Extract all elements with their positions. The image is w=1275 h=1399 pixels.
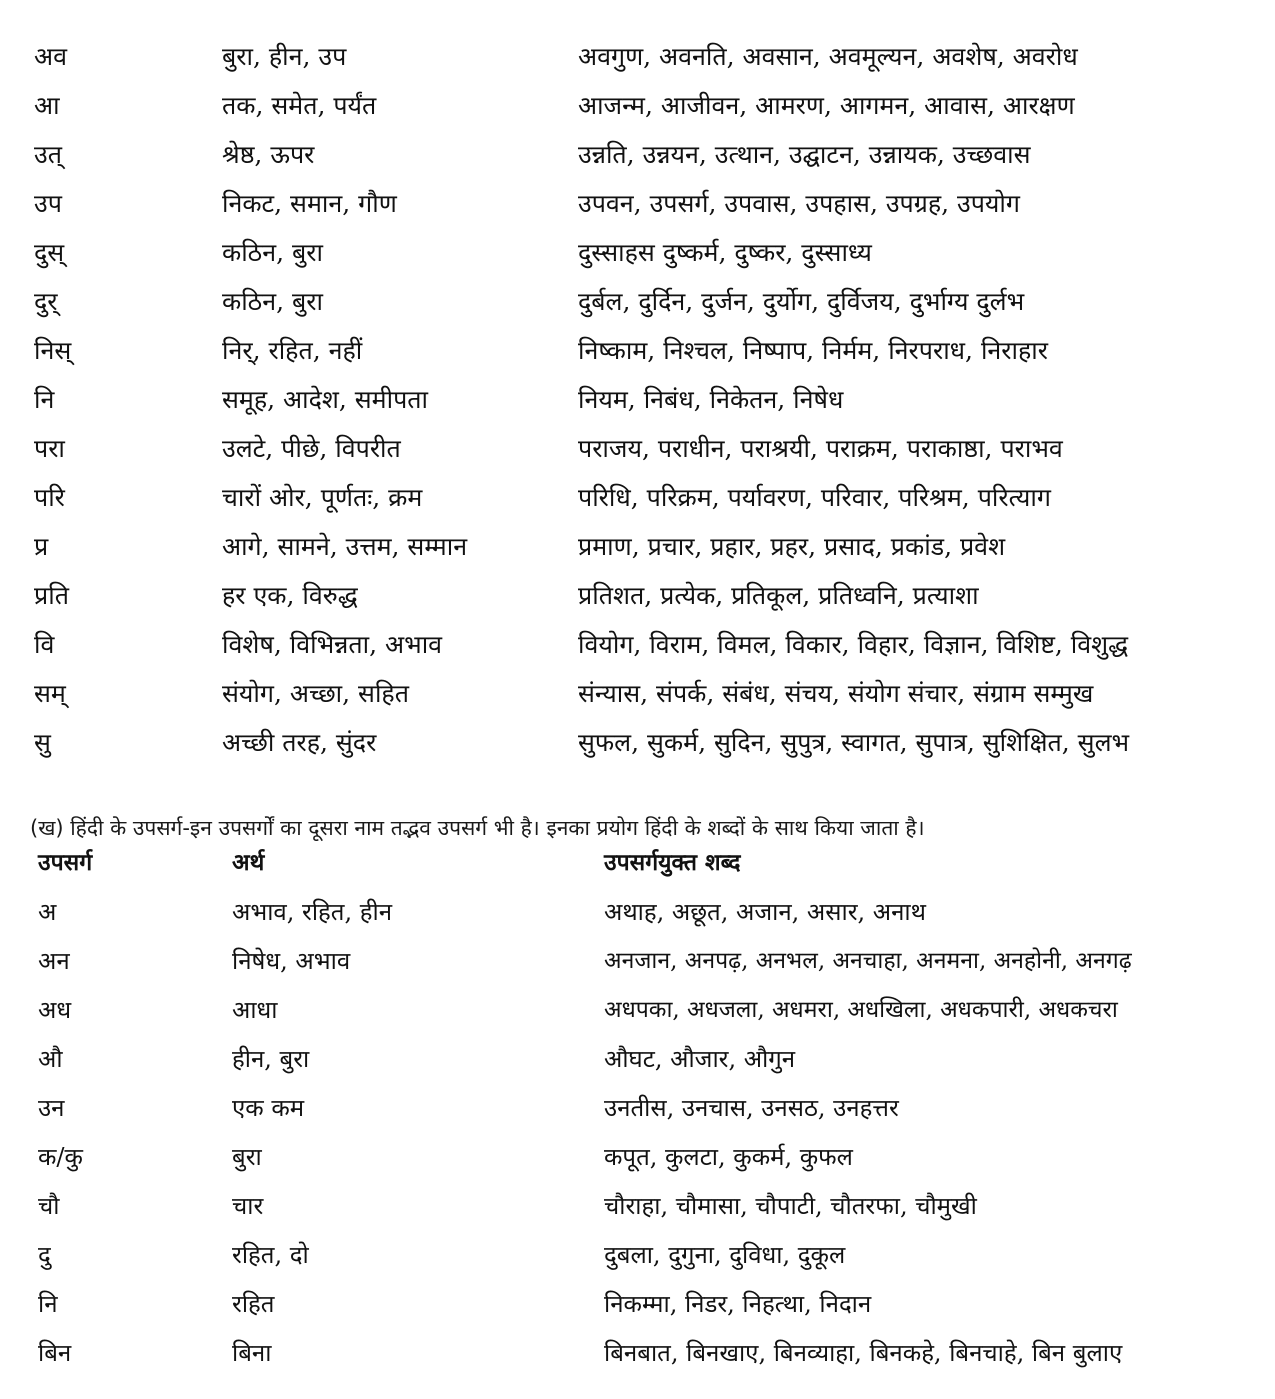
table-row [0, 34, 1275, 80]
table-row [0, 377, 1275, 423]
table-row [0, 1232, 1275, 1278]
words-cell: निकम्मा, निडर, निहत्था, निदान [604, 1290, 872, 1318]
words-cell: नियम, निबंध, निकेतन, निषेध [578, 385, 844, 414]
prefix-cell: क/कु [38, 1143, 83, 1171]
meaning-cell: निषेध, अभाव [232, 947, 351, 975]
meaning-cell: रहित [232, 1290, 275, 1318]
words-cell: दुबला, दुगुना, दुविधा, दुकूल [604, 1241, 846, 1269]
table-row [0, 889, 1275, 935]
prefix-cell: उत् [34, 140, 62, 169]
prefix-cell: सम् [34, 679, 66, 708]
meaning-cell: आधा [232, 996, 278, 1024]
table-row [0, 622, 1275, 668]
words-cell: दुस्साहस दुष्कर्म, दुष्कर, दुस्साध्य [578, 238, 872, 267]
table-row [0, 1183, 1275, 1229]
meaning-cell: एक कम [232, 1094, 305, 1122]
meaning-cell: तक, समेत, पर्यंत [222, 91, 377, 120]
prefix-cell: परा [34, 434, 65, 463]
table-row [0, 938, 1275, 984]
prefix-cell: दुस् [34, 238, 65, 267]
table-header [0, 840, 1275, 886]
words-cell: सुफल, सुकर्म, सुदिन, सुपुत्र, स्वागत, सुपात्र, सुशिक्षित, सुलभ [578, 728, 1130, 757]
prefix-cell: उन [38, 1094, 65, 1122]
prefix-cell: बिन [38, 1339, 72, 1367]
meaning-cell: विशेष, विभिन्नता, अभाव [222, 630, 443, 659]
table-row [0, 1330, 1275, 1376]
words-cell: आजन्म, आजीवन, आमरण, आगमन, आवास, आरक्षण [578, 91, 1075, 120]
prefix-cell: नि [34, 385, 55, 414]
words-cell: निष्काम, निश्चल, निष्पाप, निर्मम, निरपराध, निराहार [578, 336, 1048, 365]
words-header: उपसर्गयुक्त शब्द [604, 849, 741, 876]
table-row [0, 671, 1275, 717]
words-cell: परिधि, परिक्रम, पर्यावरण, परिवार, परिश्रम, परित्याग [578, 483, 1051, 512]
meaning-cell: कठिन, बुरा [222, 287, 323, 316]
words-cell: बिनबात, बिनखाए, बिनव्याहा, बिनकहे, बिनचाहे, बिन बुलाए [604, 1339, 1123, 1367]
prefix-cell: अव [34, 42, 68, 71]
words-cell: उपवन, उपसर्ग, उपवास, उपहास, उपग्रह, उपयोग [578, 189, 1020, 218]
meaning-cell: उलटे, पीछे, विपरीत [222, 434, 401, 463]
meaning-cell: बुरा, हीन, उप [222, 42, 347, 71]
prefix-cell: वि [34, 630, 55, 659]
meaning-cell: आगे, सामने, उत्तम, सम्मान [222, 532, 468, 561]
words-cell: दुर्बल, दुर्दिन, दुर्जन, दुर्योग, दुर्विजय, दुर्भाग्य दुर्लभ [578, 287, 1025, 316]
table-row [0, 279, 1275, 325]
meaning-cell: हीन, बुरा [232, 1045, 310, 1073]
words-cell: अवगुण, अवनति, अवसान, अवमूल्यन, अवशेष, अवरोध [578, 42, 1078, 71]
words-cell: उनतीस, उनचास, उनसठ, उनहत्तर [604, 1094, 899, 1122]
words-cell: कपूत, कुलटा, कुकर्म, कुफल [604, 1143, 853, 1171]
table-row [0, 181, 1275, 227]
meaning-header: अर्थ [232, 849, 265, 876]
table-row [0, 475, 1275, 521]
prefix-cell: आ [34, 91, 60, 120]
meaning-cell: अभाव, रहित, हीन [232, 898, 393, 926]
prefix-cell: दु [38, 1241, 51, 1269]
meaning-cell: बुरा [232, 1143, 262, 1171]
meaning-cell: संयोग, अच्छा, सहित [222, 679, 409, 708]
prefix-cell: अन [38, 947, 70, 975]
table-row [0, 83, 1275, 129]
words-cell: पराजय, पराधीन, पराश्रयी, पराक्रम, पराकाष्ठा, पराभव [578, 434, 1063, 463]
table-row [0, 987, 1275, 1033]
meaning-cell: बिना [232, 1339, 272, 1367]
prefix-cell: दुर् [34, 287, 58, 316]
words-cell: अथाह, अछूत, अजान, असार, अनाथ [604, 898, 926, 926]
prefix-cell: परि [34, 483, 65, 512]
meaning-cell: निर्, रहित, नहीं [222, 336, 363, 365]
meaning-cell: चारों ओर, पूर्णतः, क्रम [222, 483, 423, 512]
words-cell: औघट, औजार, औगुन [604, 1045, 796, 1073]
prefix-cell: अ [38, 898, 57, 926]
words-cell: उन्नति, उन्नयन, उत्थान, उद्घाटन, उन्नायक, उच्छवास [578, 140, 1031, 169]
meaning-cell: कठिन, बुरा [222, 238, 323, 267]
words-cell: अनजान, अनपढ़, अनभल, अनचाहा, अनमना, अनहोनी, अनगढ़ [604, 948, 1132, 974]
table-row [0, 1085, 1275, 1131]
meaning-cell: चार [232, 1192, 264, 1220]
words-cell: संन्यास, संपर्क, संबंध, संचय, संयोग संचार, संग्राम सम्मुख [578, 679, 1094, 708]
words-cell: अधपका, अधजला, अधमरा, अधखिला, अधकपारी, अधकचरा [604, 997, 1118, 1023]
prefix-cell: उप [34, 189, 62, 218]
prefix-cell: चौ [38, 1192, 60, 1220]
prefix-cell: अध [38, 996, 72, 1024]
table-row [0, 132, 1275, 178]
words-cell: प्रमाण, प्रचार, प्रहार, प्रहर, प्रसाद, प्रकांड, प्रवेश [578, 532, 1006, 561]
words-cell: चौराहा, चौमासा, चौपाटी, चौतरफा, चौमुखी [604, 1192, 977, 1220]
meaning-cell: समूह, आदेश, समीपता [222, 385, 428, 414]
table-row [0, 524, 1275, 570]
prefix-cell: निस् [34, 336, 72, 365]
meaning-cell: निकट, समान, गौण [222, 189, 397, 218]
meaning-cell: अच्छी तरह, सुंदर [222, 728, 377, 757]
prefix-header: उपसर्ग [38, 849, 93, 876]
table-row [0, 1134, 1275, 1180]
meaning-cell: हर एक, विरुद्ध [222, 581, 358, 610]
words-cell: प्रतिशत, प्रत्येक, प्रतिकूल, प्रतिध्वनि, प्रत्याशा [578, 581, 979, 610]
table-row [0, 720, 1275, 766]
prefix-cell: नि [38, 1290, 58, 1318]
table-row [0, 328, 1275, 374]
meaning-cell: श्रेष्ठ, ऊपर [222, 140, 315, 169]
words-cell: वियोग, विराम, विमल, विकार, विहार, विज्ञान, विशिष्ट, विशुद्ध [578, 630, 1129, 659]
table-row [0, 230, 1275, 276]
table-row [0, 426, 1275, 472]
section-b-intro: (ख) हिंदी के उपसर्ग-इन उपसर्गों का दूसरा नाम तद्भव उपसर्ग भी है। इनका प्रयोग हिंदी के शब्दों के साथ किया जाता है। [30, 816, 925, 840]
table-row [0, 1036, 1275, 1082]
prefix-cell: प्र [34, 532, 49, 561]
table-row [0, 1281, 1275, 1327]
prefix-cell: सु [34, 728, 51, 757]
prefix-cell: औ [38, 1045, 63, 1073]
table-row [0, 573, 1275, 619]
prefix-cell: प्रति [34, 581, 69, 610]
meaning-cell: रहित, दो [232, 1241, 309, 1269]
